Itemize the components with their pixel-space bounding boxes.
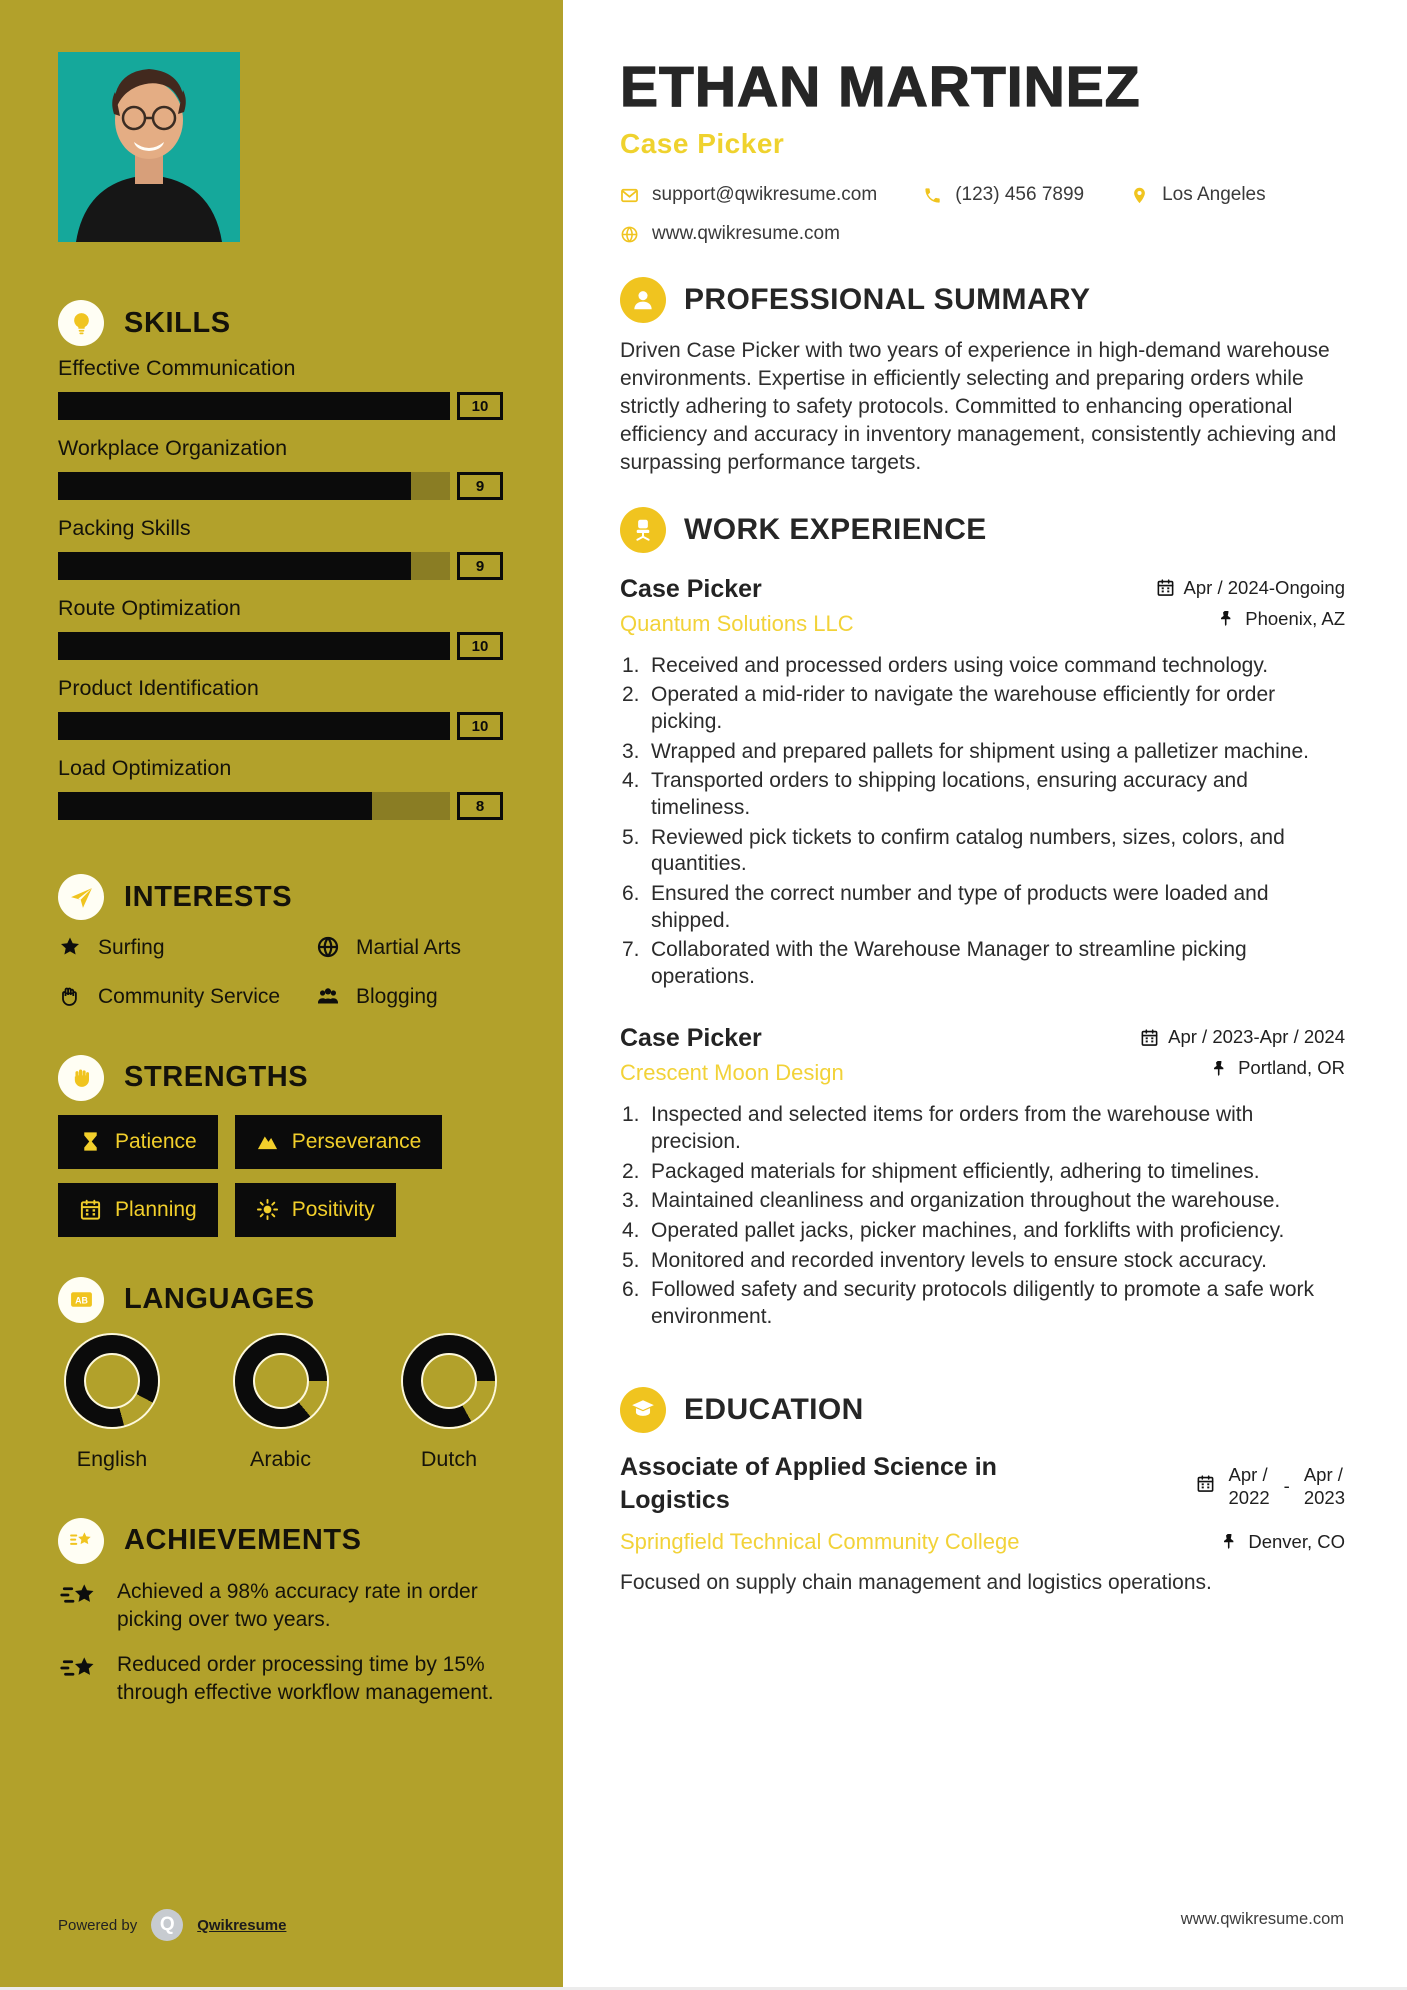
- education-section: [620, 1387, 1345, 1595]
- language-donut-chart: [403, 1335, 495, 1427]
- phone-icon: [923, 186, 942, 205]
- strengths-list: [58, 1115, 503, 1237]
- interest-label: Blogging: [356, 985, 438, 1009]
- bullet-text: Monitored and recorded inventory levels to ensure stock accuracy.: [651, 1248, 1267, 1272]
- lightbulb-icon: [58, 300, 104, 346]
- skill-bar-fill: [58, 632, 450, 660]
- bullet-text: Operated pallet jacks, picker machines, and forklifts with proficiency.: [651, 1219, 1285, 1243]
- contact-row-2: [620, 223, 1345, 245]
- job-bullet: [620, 881, 1345, 934]
- skill-bar: [58, 392, 503, 420]
- pushpin-icon: [1210, 1059, 1229, 1078]
- hourglass-icon: [79, 1130, 102, 1153]
- calendar-small-icon: [1156, 578, 1175, 597]
- profile-photo: [58, 52, 240, 242]
- bullet-number: 4.: [622, 769, 640, 793]
- interests-list: [58, 934, 503, 1011]
- education-header: [620, 1387, 1345, 1433]
- skill-label: Product Identification: [58, 676, 259, 700]
- language-label: Dutch: [420, 1446, 478, 1471]
- job-bullet: [620, 937, 1345, 990]
- language-item: [235, 1335, 327, 1472]
- skill-bar-fill: [58, 712, 450, 740]
- job-role: Case Picker: [620, 574, 762, 603]
- education-dates: [1196, 1455, 1345, 1517]
- skill-row: [58, 596, 503, 660]
- skill-value-badge: 9: [457, 472, 503, 500]
- graduation-icon: [620, 1387, 666, 1433]
- interests-section: [58, 874, 503, 1011]
- website-text[interactable]: www.qwikresume.com: [652, 223, 840, 244]
- bullet-text: Reviewed pick tickets to confirm catalog numbers, sizes, colors, and quantities.: [651, 825, 1285, 876]
- job-company: Crescent Moon Design: [620, 1060, 844, 1086]
- skill-value-badge: 9: [457, 552, 503, 580]
- donut-hole: [253, 1353, 309, 1409]
- mountain-icon: [256, 1130, 279, 1153]
- bullet-text: Transported orders to shipping locations, ensuring accuracy and timeliness.: [651, 769, 1248, 819]
- powered-by: [58, 1909, 286, 1941]
- bullet-text: Wrapped and prepared pallets for shipment using a palletizer machine.: [651, 739, 1309, 763]
- achievement-text: Achieved a 98% accuracy rate in order picking over two years.: [117, 1579, 478, 1631]
- strength-label: Patience: [115, 1129, 197, 1153]
- date-separator: -: [1283, 1474, 1290, 1496]
- skill-bar-track: [58, 632, 450, 660]
- hand-icon: [58, 984, 82, 1008]
- bullet-number: 6.: [622, 881, 640, 905]
- education-note: Focused on supply chain management and logistics operations.: [620, 1570, 1212, 1594]
- jobs-list: [620, 575, 1345, 1331]
- languages-title: LANGUAGES: [124, 1283, 315, 1316]
- date-start: Apr / 2022: [1228, 1463, 1270, 1508]
- contact-email: [620, 184, 877, 206]
- achievements-header: [58, 1518, 503, 1564]
- experience-header: [620, 507, 1345, 553]
- map-pin-icon: [1130, 186, 1149, 205]
- job-dates-text: Apr / 2023-Apr / 2024: [1168, 1026, 1345, 1048]
- paper-plane-icon: [58, 874, 104, 920]
- bullet-text: Packaged materials for shipment efficiently, adhering to timelines.: [651, 1159, 1260, 1183]
- bullet-number: 3.: [622, 1189, 640, 1213]
- skill-bar-track: [58, 472, 450, 500]
- contact-location: [1130, 184, 1266, 206]
- strength-label: Perseverance: [291, 1129, 422, 1153]
- strength-chip: [58, 1115, 218, 1169]
- skill-bar: [58, 632, 503, 660]
- person-icon: [620, 277, 666, 323]
- achievement-text: Reduced order processing time by 15% through effective workflow management.: [117, 1652, 494, 1704]
- job-location-text: Portland, OR: [1238, 1057, 1345, 1079]
- interests-title: INTERESTS: [124, 880, 293, 913]
- skill-bar-track: [58, 552, 450, 580]
- skill-row: [58, 756, 503, 820]
- strengths-section: [58, 1055, 503, 1237]
- education-location-text: Denver, CO: [1248, 1530, 1345, 1552]
- skill-bar-track: [58, 392, 450, 420]
- achievements-section: [58, 1518, 503, 1708]
- job-location: [1210, 1057, 1345, 1079]
- job-bullet: [620, 825, 1345, 878]
- phone-text: (123) 456 7899: [955, 184, 1085, 205]
- strengths-title: STRENGTHS: [124, 1061, 309, 1094]
- degree-name: Associate of Applied Science in Logistics: [620, 1452, 997, 1514]
- bullet-number: 2.: [622, 683, 640, 707]
- experience-section: [620, 507, 1345, 1331]
- summary-text: Driven Case Picker with two years of experience in high-demand warehouse environments. Expertise in efficiently selecting and preparing orders while strictly adhering to safety protocols. Committed to enhancing operational efficiency and accuracy in inventory management, consistently achieving and surpassing performance targets.: [620, 339, 1337, 474]
- skill-row: [58, 676, 503, 740]
- bullet-text: Inspected and selected items for orders from the warehouse with precision.: [651, 1103, 1254, 1154]
- interest-label: Martial Arts: [356, 936, 462, 959]
- qwikresume-logo-icon: Q: [151, 1909, 183, 1941]
- job-company: Quantum Solutions LLC: [620, 610, 854, 636]
- skills-section: [58, 300, 503, 820]
- job-bullet: [620, 682, 1345, 735]
- skill-label: Workplace Organization: [58, 436, 288, 460]
- skill-value-badge: 10: [457, 632, 503, 660]
- skill-bar: [58, 792, 503, 820]
- footer-website: www.qwikresume.com: [1180, 1910, 1344, 1928]
- strength-chip: [235, 1183, 396, 1237]
- people-icon: [316, 984, 340, 1008]
- skill-bar-fill: [58, 552, 411, 580]
- calendar-small-icon: [1140, 1028, 1159, 1047]
- bullet-number: 7.: [622, 938, 640, 962]
- bullet-number: 2.: [622, 1159, 640, 1183]
- summary-title: PROFESSIONAL SUMMARY: [684, 283, 1091, 316]
- skill-bar-fill: [58, 472, 411, 500]
- summary-section: [620, 277, 1345, 477]
- bullet-number: 1.: [622, 1103, 640, 1127]
- job-entry-left: [620, 575, 1156, 637]
- language-label: English: [76, 1446, 148, 1471]
- job-bullet: [620, 1102, 1345, 1155]
- bullet-text: Received and processed orders using voice command technology.: [651, 653, 1269, 677]
- strength-label: Positivity: [291, 1197, 375, 1221]
- job-bullet-list: [620, 1102, 1345, 1330]
- bullet-number: 6.: [622, 1278, 640, 1302]
- job-location-text: Phoenix, AZ: [1245, 607, 1345, 629]
- interest-item: [316, 983, 503, 1010]
- language-donut-chart: [235, 1335, 327, 1427]
- education-title: EDUCATION: [684, 1392, 864, 1426]
- skill-bar-fill: [58, 792, 372, 820]
- sun-icon: [256, 1198, 279, 1221]
- calendar-icon: [79, 1198, 102, 1221]
- education-entry-header: [620, 1451, 1345, 1517]
- interests-header: [58, 874, 503, 920]
- skills-header: [58, 300, 503, 346]
- bullet-text: Maintained cleanliness and organization throughout the warehouse.: [651, 1189, 1281, 1213]
- language-donut-chart: [66, 1335, 158, 1427]
- interest-label: Community Service: [98, 985, 281, 1009]
- job-meta: [1156, 577, 1345, 630]
- bullet-number: 3.: [622, 739, 640, 763]
- experience-title: WORK EXPERIENCE: [684, 512, 987, 546]
- pushpin-icon: [1220, 1532, 1239, 1551]
- languages-list: [58, 1335, 503, 1472]
- bullet-text: Followed safety and security protocols diligently to promote a safe work environment.: [651, 1278, 1314, 1329]
- shooting-star-icon: [58, 1653, 102, 1707]
- education-entry-row2: [620, 1529, 1345, 1555]
- job-bullet: [620, 1277, 1345, 1330]
- languages-section: [58, 1277, 503, 1472]
- donut-hole: [84, 1353, 140, 1409]
- qwikresume-link[interactable]: Qwikresume: [197, 1916, 287, 1934]
- skill-label: Effective Communication: [58, 356, 296, 380]
- school-name: Springfield Technical Community College: [620, 1528, 1020, 1554]
- achievement-item: [58, 1651, 503, 1707]
- job-role: Case Picker: [620, 1024, 762, 1053]
- envelope-icon: [620, 186, 639, 205]
- job-meta: [1140, 1026, 1345, 1079]
- skill-bar: [58, 712, 503, 740]
- bullet-number: 5.: [622, 825, 640, 849]
- skill-bar-fill: [58, 392, 450, 420]
- interest-item: [58, 983, 316, 1010]
- email-text: support@qwikresume.com: [652, 184, 878, 205]
- skill-value-badge: 10: [457, 392, 503, 420]
- main-content: [563, 0, 1407, 1987]
- language-label: Arabic: [250, 1446, 311, 1471]
- calendar-icon: [1196, 1474, 1215, 1498]
- shooting-star-icon: [58, 1518, 104, 1564]
- bullet-number: 1.: [622, 653, 640, 677]
- skill-bar: [58, 552, 503, 580]
- bullet-text: Operated a mid-rider to navigate the warehouse efficiently for order picking.: [651, 683, 1276, 733]
- shooting-star-icon: [58, 1580, 102, 1634]
- skills-list: [58, 356, 503, 820]
- job-dates: [1140, 1026, 1345, 1048]
- skill-value-badge: 10: [457, 712, 503, 740]
- interest-item: [58, 934, 316, 961]
- job-bullet: [620, 653, 1345, 680]
- interest-item: [316, 934, 503, 961]
- job-entry-header: [620, 575, 1345, 637]
- skills-title: SKILLS: [124, 306, 231, 339]
- profile-photo-illustration: [58, 52, 240, 242]
- summary-header: [620, 277, 1345, 323]
- skill-label: Load Optimization: [58, 756, 232, 780]
- strength-chip: [58, 1183, 218, 1237]
- bullet-number: 5.: [622, 1248, 640, 1272]
- job-entry-header: [620, 1024, 1345, 1086]
- skill-value-badge: 8: [457, 792, 503, 820]
- location-text: Los Angeles: [1162, 184, 1266, 205]
- strength-label: Planning: [115, 1197, 197, 1221]
- strength-chip: [235, 1115, 443, 1169]
- bullet-text: Ensured the correct number and type of products were loaded and shipped.: [651, 881, 1269, 932]
- office-chair-icon: [620, 507, 666, 553]
- job-bullet-list: [620, 653, 1345, 991]
- job-entry: [620, 1024, 1345, 1330]
- education-location: [1220, 1531, 1345, 1553]
- strengths-header: [58, 1055, 503, 1101]
- job-bullet: [620, 1248, 1345, 1275]
- star-icon: [58, 935, 82, 959]
- job-bullet: [620, 1218, 1345, 1245]
- skill-bar: [58, 472, 503, 500]
- person-job-title: Case Picker: [620, 128, 785, 159]
- contact-phone: [923, 184, 1084, 206]
- language-item: [66, 1335, 158, 1472]
- job-location: [1217, 608, 1345, 630]
- bullet-text: Collaborated with the Warehouse Manager to streamline picking operations.: [651, 938, 1247, 988]
- skill-row: [58, 436, 503, 500]
- job-entry: [620, 575, 1345, 991]
- job-dates-text: Apr / 2024-Ongoing: [1183, 576, 1345, 598]
- fist-icon: [58, 1055, 104, 1101]
- achievements-title: ACHIEVEMENTS: [124, 1524, 362, 1557]
- job-bullet: [620, 768, 1345, 821]
- contact-row-1: [620, 184, 1345, 206]
- skill-label: Packing Skills: [58, 516, 191, 540]
- achievements-list: [58, 1578, 503, 1708]
- powered-by-label: Powered by: [58, 1916, 138, 1934]
- job-bullet: [620, 1188, 1345, 1215]
- language-item: [403, 1335, 495, 1472]
- donut-hole: [421, 1353, 477, 1409]
- job-bullet: [620, 1159, 1345, 1186]
- date-end: Apr / 2023: [1303, 1463, 1345, 1508]
- svg-text:AB: AB: [74, 1295, 88, 1306]
- ab-card-icon: [58, 1277, 104, 1323]
- globe-icon: [620, 225, 639, 244]
- achievement-item: [58, 1578, 503, 1634]
- skill-row: [58, 356, 503, 420]
- languages-header: [58, 1277, 503, 1323]
- skill-label: Route Optimization: [58, 596, 241, 620]
- bullet-number: 4.: [622, 1219, 640, 1243]
- contact-website: [620, 223, 840, 245]
- sidebar: [0, 0, 563, 1987]
- skill-bar-track: [58, 792, 450, 820]
- person-name: ETHAN MARTINEZ: [620, 55, 1141, 119]
- skill-bar-track: [58, 712, 450, 740]
- job-dates: [1156, 577, 1345, 599]
- skill-row: [58, 516, 503, 580]
- globe-icon: [316, 935, 340, 959]
- job-entry-left: [620, 1024, 1140, 1086]
- pushpin-icon: [1217, 609, 1236, 628]
- interest-label: Surfing: [98, 936, 165, 959]
- job-bullet: [620, 739, 1345, 766]
